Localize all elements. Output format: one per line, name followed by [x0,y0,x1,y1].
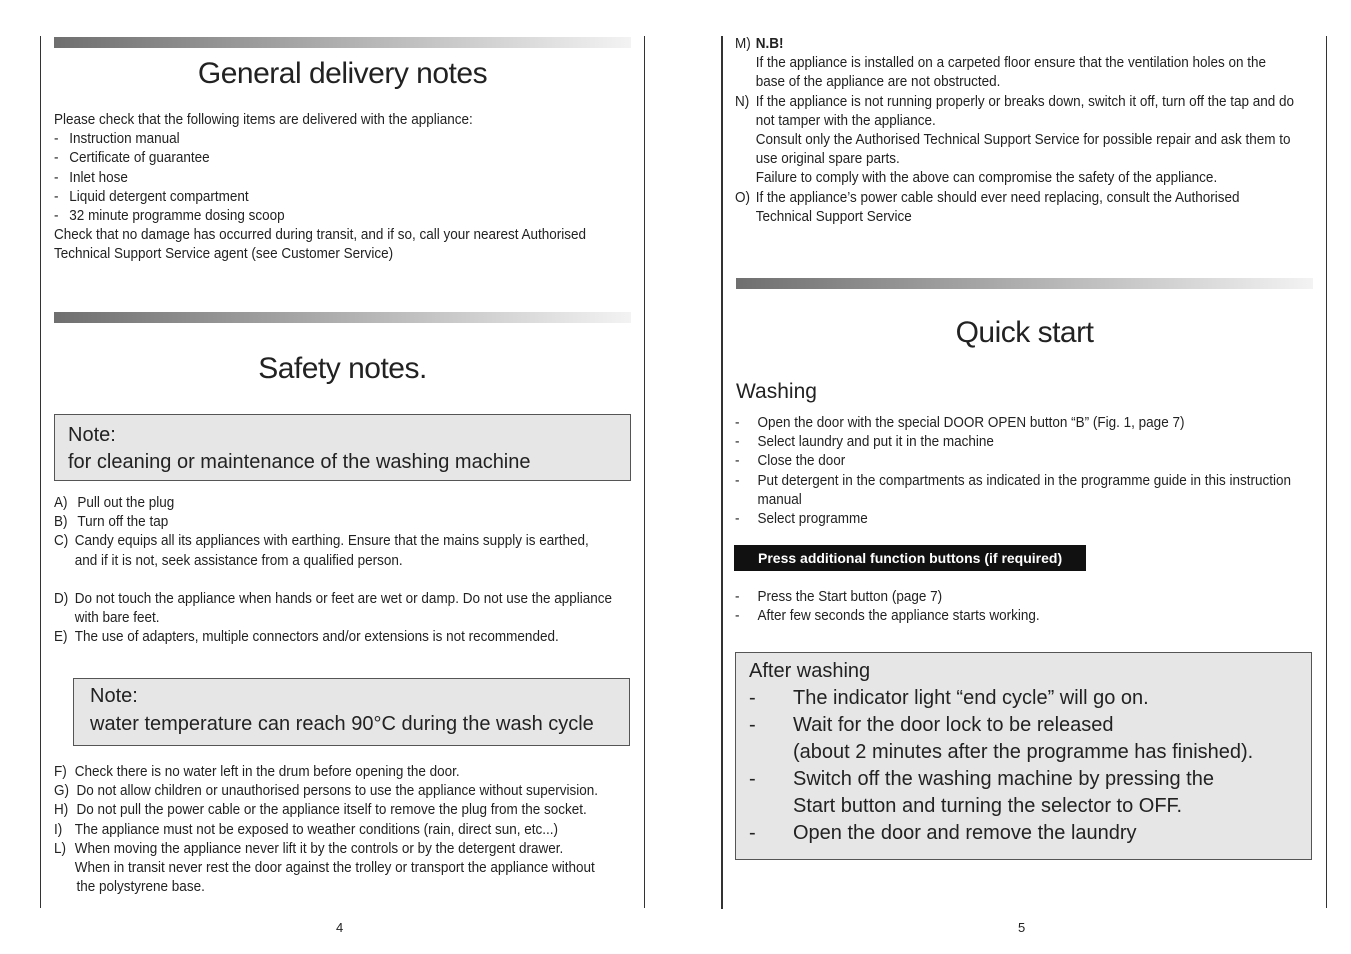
safety-item-cont: If the appliance is installed on a carpeted floor ensure that the ventilation holes on the [755,54,1267,72]
safety-item-cont: and if it is not, seek assistance from a qualified person. [74,551,403,569]
delivery-item: - Liquid detergent compartment [54,187,249,205]
after-washing-heading: After washing [749,660,871,682]
after-washing-box [735,652,1312,860]
safety-item: N) If the appliance is not running properly or breaks down, switch it off, turn off the tap and do [735,92,1295,110]
safety-item-cont: use original spare parts. [755,150,900,168]
start-item: - After few seconds the appliance starts working. [735,607,1040,625]
safety-item: F) Check there is no water left in the drum before opening the door. [54,763,460,780]
washing-heading: Washing [736,380,817,403]
delivery-item: - Instruction manual [54,130,180,148]
safety-item: I) The appliance must not be exposed to weather conditions (rain, direct sun, etc...) [54,820,558,838]
safety-item-cont: the polystyrene base. [76,878,205,896]
after-washing-item: - Open the door and remove the laundry [749,822,1137,844]
washing-item: - Select programme [735,510,868,528]
note-text: water temperature can reach 90°C during the wash cycle [90,713,594,735]
washing-list [735,413,1320,528]
note-label: Note: [68,424,116,446]
safety-item: C) Candy equips all its appliances with earthing. Ensure that the mains supply is earthed, [54,532,589,550]
delivery-body [54,110,630,264]
safety-item: E) The use of adapters, multiple connectors and/or extensions is not recommended. [54,628,559,646]
delivery-item: - 32 minute programme dosing scoop [54,207,285,225]
safety-item: G) Do not allow children or unauthorised persons to use the appliance without supervision. [54,782,599,800]
safety-continued [735,34,1320,226]
delivery-title: General delivery notes [197,57,488,90]
safety-item: D) Do not touch the appliance when hands or feet are wet or damp. Do not use the appliance [54,590,613,607]
note-box-temperature [73,678,630,746]
page-number: 4 [336,920,344,935]
delivery-item: - Inlet hose [54,168,128,186]
note-box-maintenance [54,414,631,481]
left-margin-rule [40,36,41,908]
section-bar-safety [54,312,631,323]
safety-item: A) Pull out the plug [54,494,175,511]
after-washing-item-cont: Start button and turning the selector to OFF. [793,795,1183,817]
quick-start-title: Quick start [955,316,1094,349]
after-washing-item-cont: (about 2 minutes after the programme has finished). [793,741,1254,763]
right-margin-rule [644,36,645,908]
safety-item: M) N.B! [735,35,784,52]
section-bar-quick-start [736,278,1313,289]
after-washing-item: - The indicator light “end cycle” will go on. [749,687,1149,709]
safety-item-cont: Failure to comply with the above can compromise the safety of the appliance. [755,169,1218,187]
left-margin-rule [721,36,723,909]
note-text: for cleaning or maintenance of the washing machine [68,451,531,473]
safety-item-cont: not tamper with the appliance. [755,111,936,129]
safety-item: H) Do not pull the power cable or the appliance itself to remove the plug from the socket. [54,801,587,819]
safety-item-cont: with bare feet. [74,609,160,627]
safety-item: B) Turn off the tap [54,513,169,531]
note-label: Note: [90,685,138,707]
start-list [735,587,1320,625]
page-5 [676,0,1351,954]
delivery-intro: Please check that the following items are delivered with the appliance: [54,111,473,128]
safety-item-cont: Technical Support Service [755,207,912,225]
start-item: - Press the Start button (page 7) [735,588,943,605]
safety-list-d [54,589,630,647]
section-bar-delivery [54,37,631,48]
washing-item-cont: manual [757,490,802,508]
safety-item: L) When moving the appliance never lift it by the controls or by the detergent drawer. [54,839,564,857]
washing-item: - Close the door [735,452,846,470]
safety-list-f [54,762,630,896]
delivery-outro: Technical Support Service agent (see Customer Service) [54,245,394,263]
safety-item-cont: Consult only the Authorised Technical Support Service for possible repair and ask them to [755,131,1291,149]
after-washing-item: - Wait for the door lock to be released [749,714,1114,736]
washing-item: - Select laundry and put it in the machine [735,433,994,451]
right-margin-rule [1326,36,1327,908]
washing-item: - Open the door with the special DOOR OPEN button “B” (Fig. 1, page 7) [735,414,1185,431]
safety-list-a [54,493,630,570]
safety-title: Safety notes. [258,352,427,385]
after-washing-item: - Switch off the washing machine by pressing the [749,768,1214,790]
page-number: 5 [1018,920,1026,935]
washing-item: - Put detergent in the compartments as indicated in the programme guide in this instruction [735,471,1292,489]
delivery-outro: Check that no damage has occurred during transit, and if so, call your nearest Authorised [54,226,587,244]
safety-item: O) If the appliance’s power cable should ever need replacing, consult the Authorised [735,188,1240,206]
delivery-item: - Certificate of guarantee [54,149,210,167]
safety-item-cont: When in transit never rest the door against the trolley or transport the appliance without [74,859,595,877]
safety-item-cont: base of the appliance are not obstructed. [755,73,1001,91]
additional-function-banner: Press additional function buttons (if required) [734,545,1086,571]
